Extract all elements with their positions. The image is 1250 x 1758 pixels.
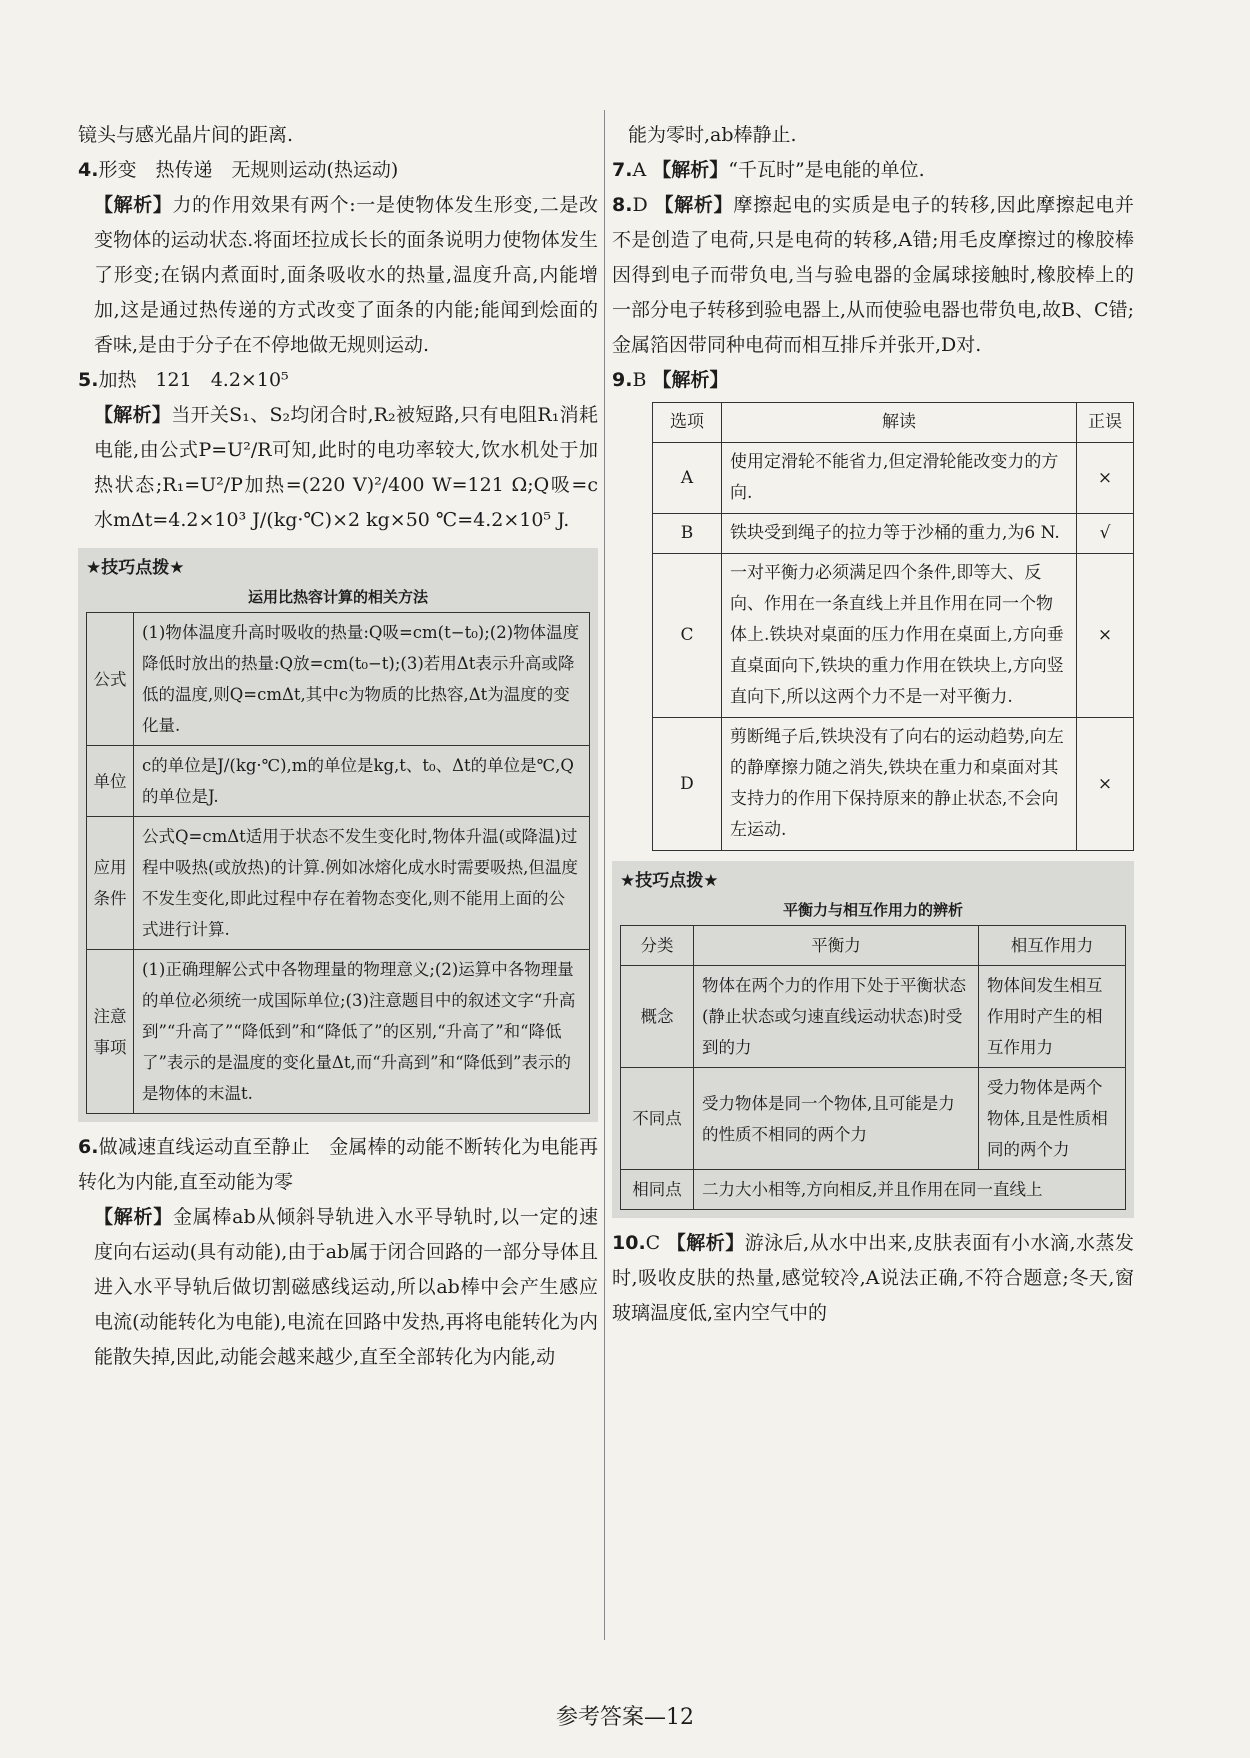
right-column [612, 118, 1134, 1331]
row-content: 公式Q=cmΔt适用于状态不发生变化时,物体升温(或降温)过程中吸热(或放热)的计算.例如冰熔化成水时需要吸热,但温度不发生变化,即此过程中存在着物态变化,则不能用上面的公式进行计算. [134, 817, 590, 950]
interaction-force-cell: 受力物体是两个物体,且是性质相同的两个力 [979, 1068, 1126, 1170]
column-divider [604, 110, 605, 1640]
row-label: 单位 [87, 746, 134, 817]
column-header: 正误 [1077, 403, 1134, 443]
question-6-answer: 6.做减速直线运动直至静止 金属棒的动能不断转化为电能再转化为内能,直至动能为零 [78, 1136, 598, 1193]
question-10: 10.C 【解析】游泳后,从水中出来,皮肤表面有小水滴,水蒸发时,吸收皮肤的热量,感觉较冷,A说法正确,不符合题意;冬天,窗玻璃温度低,室内空气中的 [612, 1232, 1134, 1324]
tip-title: 运用比热容计算的相关方法 [247, 588, 428, 606]
continuation-line: 镜头与感光晶片间的距离. [78, 124, 294, 146]
interpretation-cell: 剪断绳子后,铁块没有了向右的运动趋势,向左的静摩擦力随之消失,铁块在重力和桌面对其支持力的作用下保持原来的静止状态,不会向左运动. [722, 718, 1077, 851]
row-content: (1)正确理解公式中各物理量的物理意义;(2)运算中各物理量的单位必须统一成国际单位;(3)注意题目中的叙述文字“升高到”“升高了”“降低到”和“降低了”的区别,“升高了”和“降低了”表示的是温度的变化量Δt,而“升高到”和“降低到”表示的是物体的末温t. [134, 950, 590, 1114]
table-header-row [621, 926, 1126, 966]
row-content: (1)物体温度升高时吸收的热量:Q吸=cm(t−t₀);(2)物体温度降低时放出的热量:Q放=cm(t₀−t);(3)若用Δt表示升高或降低的温度,则Q=cmΔt,其中c为物质的比热容,Δt为温度的变化量. [134, 613, 590, 746]
column-header: 分类 [621, 926, 694, 966]
balance-force-cell: 物体在两个力的作用下处于平衡状态(静止状态或匀速直线运动状态)时受到的力 [694, 966, 979, 1068]
column-header: 相互作用力 [979, 926, 1126, 966]
column-header: 解读 [722, 403, 1077, 443]
question-9: 9.B 【解析】 [612, 369, 729, 391]
option-cell: D [653, 718, 722, 851]
tip-box-specific-heat [78, 548, 598, 1122]
interaction-force-cell: 物体间发生相互作用时产生的相互作用力 [979, 966, 1126, 1068]
mark-cell: × [1077, 554, 1134, 718]
column-header: 平衡力 [694, 926, 979, 966]
interpretation-cell: 使用定滑轮不能省力,但定滑轮能改变力的方向. [722, 443, 1077, 514]
option-cell: A [653, 443, 722, 514]
table-row [87, 746, 590, 817]
question-7: 7.A 【解析】“千瓦时”是电能的单位. [612, 159, 925, 181]
question-5-answer: 5.加热 121 4.2×10⁵ [78, 369, 289, 391]
interpretation-cell: 铁块受到绳子的拉力等于沙桶的重力,为6 N. [722, 514, 1077, 554]
interpretation-cell: 一对平衡力必须满足四个条件,即等大、反向、作用在一条直线上并且作用在同一个物体上.铁块对桌面的压力作用在桌面上,方向垂直桌面向下,铁块的重力作用在铁块上,方向竖直向下,所以这两个力不是一对平衡力. [722, 554, 1077, 718]
table-row [653, 443, 1134, 514]
page-footer: 参考答案—12 [556, 1705, 694, 1730]
balance-force-cell: 受力物体是同一个物体,且可能是力的性质不相同的两个力 [694, 1068, 979, 1170]
table-row [87, 950, 590, 1114]
table-header-row [653, 403, 1134, 443]
specific-heat-table [86, 612, 590, 1114]
table-row [653, 514, 1134, 554]
row-label: 相同点 [621, 1170, 694, 1210]
tip-heading: ★技巧点拨★ [86, 558, 185, 578]
table-row [87, 613, 590, 746]
mark-cell: √ [1077, 514, 1134, 554]
question-4-analysis: 【解析】力的作用效果有两个:一是使物体发生形变,二是改变物体的运动状态.将面坯拉成长长的面条说明力使物体发生了形变;在锅内煮面时,面条吸收水的热量,温度升高,内能增加,这是通过热传递的方式改变了面条的内能;能闻到烩面的香味,是由于分子在不停地做无规则运动. [94, 194, 598, 356]
table-row [653, 718, 1134, 851]
table-row [621, 966, 1126, 1068]
question-4-answer: 4.形变 热传递 无规则运动(热运动) [78, 159, 399, 181]
row-label: 不同点 [621, 1068, 694, 1170]
option-cell: C [653, 554, 722, 718]
question-8: 8.D 【解析】摩擦起电的实质是电子的转移,因此摩擦起电并不是创造了电荷,只是电荷的转移,A错;用毛皮摩擦过的橡胶棒因得到电子而带负电,当与验电器的金属球接触时,橡胶棒上的一部分电子转移到验电器上,从而使验电器也带负电,故B、C错;金属箔因带同种电荷而相互排斥并张开,D对. [612, 194, 1134, 356]
row-label: 注意事项 [87, 950, 134, 1114]
tip-title: 平衡力与相互作用力的辨析 [782, 901, 963, 919]
table-row [621, 1068, 1126, 1170]
table-row [87, 817, 590, 950]
continuation-line: 能为零时,ab棒静止. [628, 124, 797, 146]
row-content: c的单位是J/(kg·℃),m的单位是kg,t、t₀、Δt的单位是℃,Q的单位是J. [134, 746, 590, 817]
row-label: 公式 [87, 613, 134, 746]
same-point-cell: 二力大小相等,方向相反,并且作用在同一直线上 [694, 1170, 1126, 1210]
tip-box-balance-force [612, 861, 1134, 1218]
table-row [621, 1170, 1126, 1210]
row-label: 概念 [621, 966, 694, 1068]
row-label: 应用条件 [87, 817, 134, 950]
mark-cell: × [1077, 718, 1134, 851]
tip-heading: ★技巧点拨★ [620, 871, 719, 891]
left-column [78, 118, 598, 1375]
question-9-table [652, 402, 1134, 851]
question-6-analysis: 【解析】金属棒ab从倾斜导轨进入水平导轨时,以一定的速度向右运动(具有动能),由于ab属于闭合回路的一部分导体且进入水平导轨后做切割磁感线运动,所以ab棒中会产生感应电流(动能转化为电能),电流在回路中发热,再将电能转化为内能散失掉,因此,动能会越来越少,直至全部转化为内能,动 [94, 1206, 598, 1368]
force-comparison-table [620, 925, 1126, 1210]
question-5-analysis: 【解析】当开关S₁、S₂均闭合时,R₂被短路,只有电阻R₁消耗电能,由公式P=U²/R可知,此时的电功率较大,饮水机处于加热状态;R₁=U²/P加热=(220 V)²/400 W=121 Ω;Q吸=c水mΔt=4.2×10³ J/(kg·℃)×2 kg×50 ℃=4.2×10⁵ J. [94, 404, 598, 531]
column-header: 选项 [653, 403, 722, 443]
option-cell: B [653, 514, 722, 554]
mark-cell: × [1077, 443, 1134, 514]
table-row [653, 554, 1134, 718]
